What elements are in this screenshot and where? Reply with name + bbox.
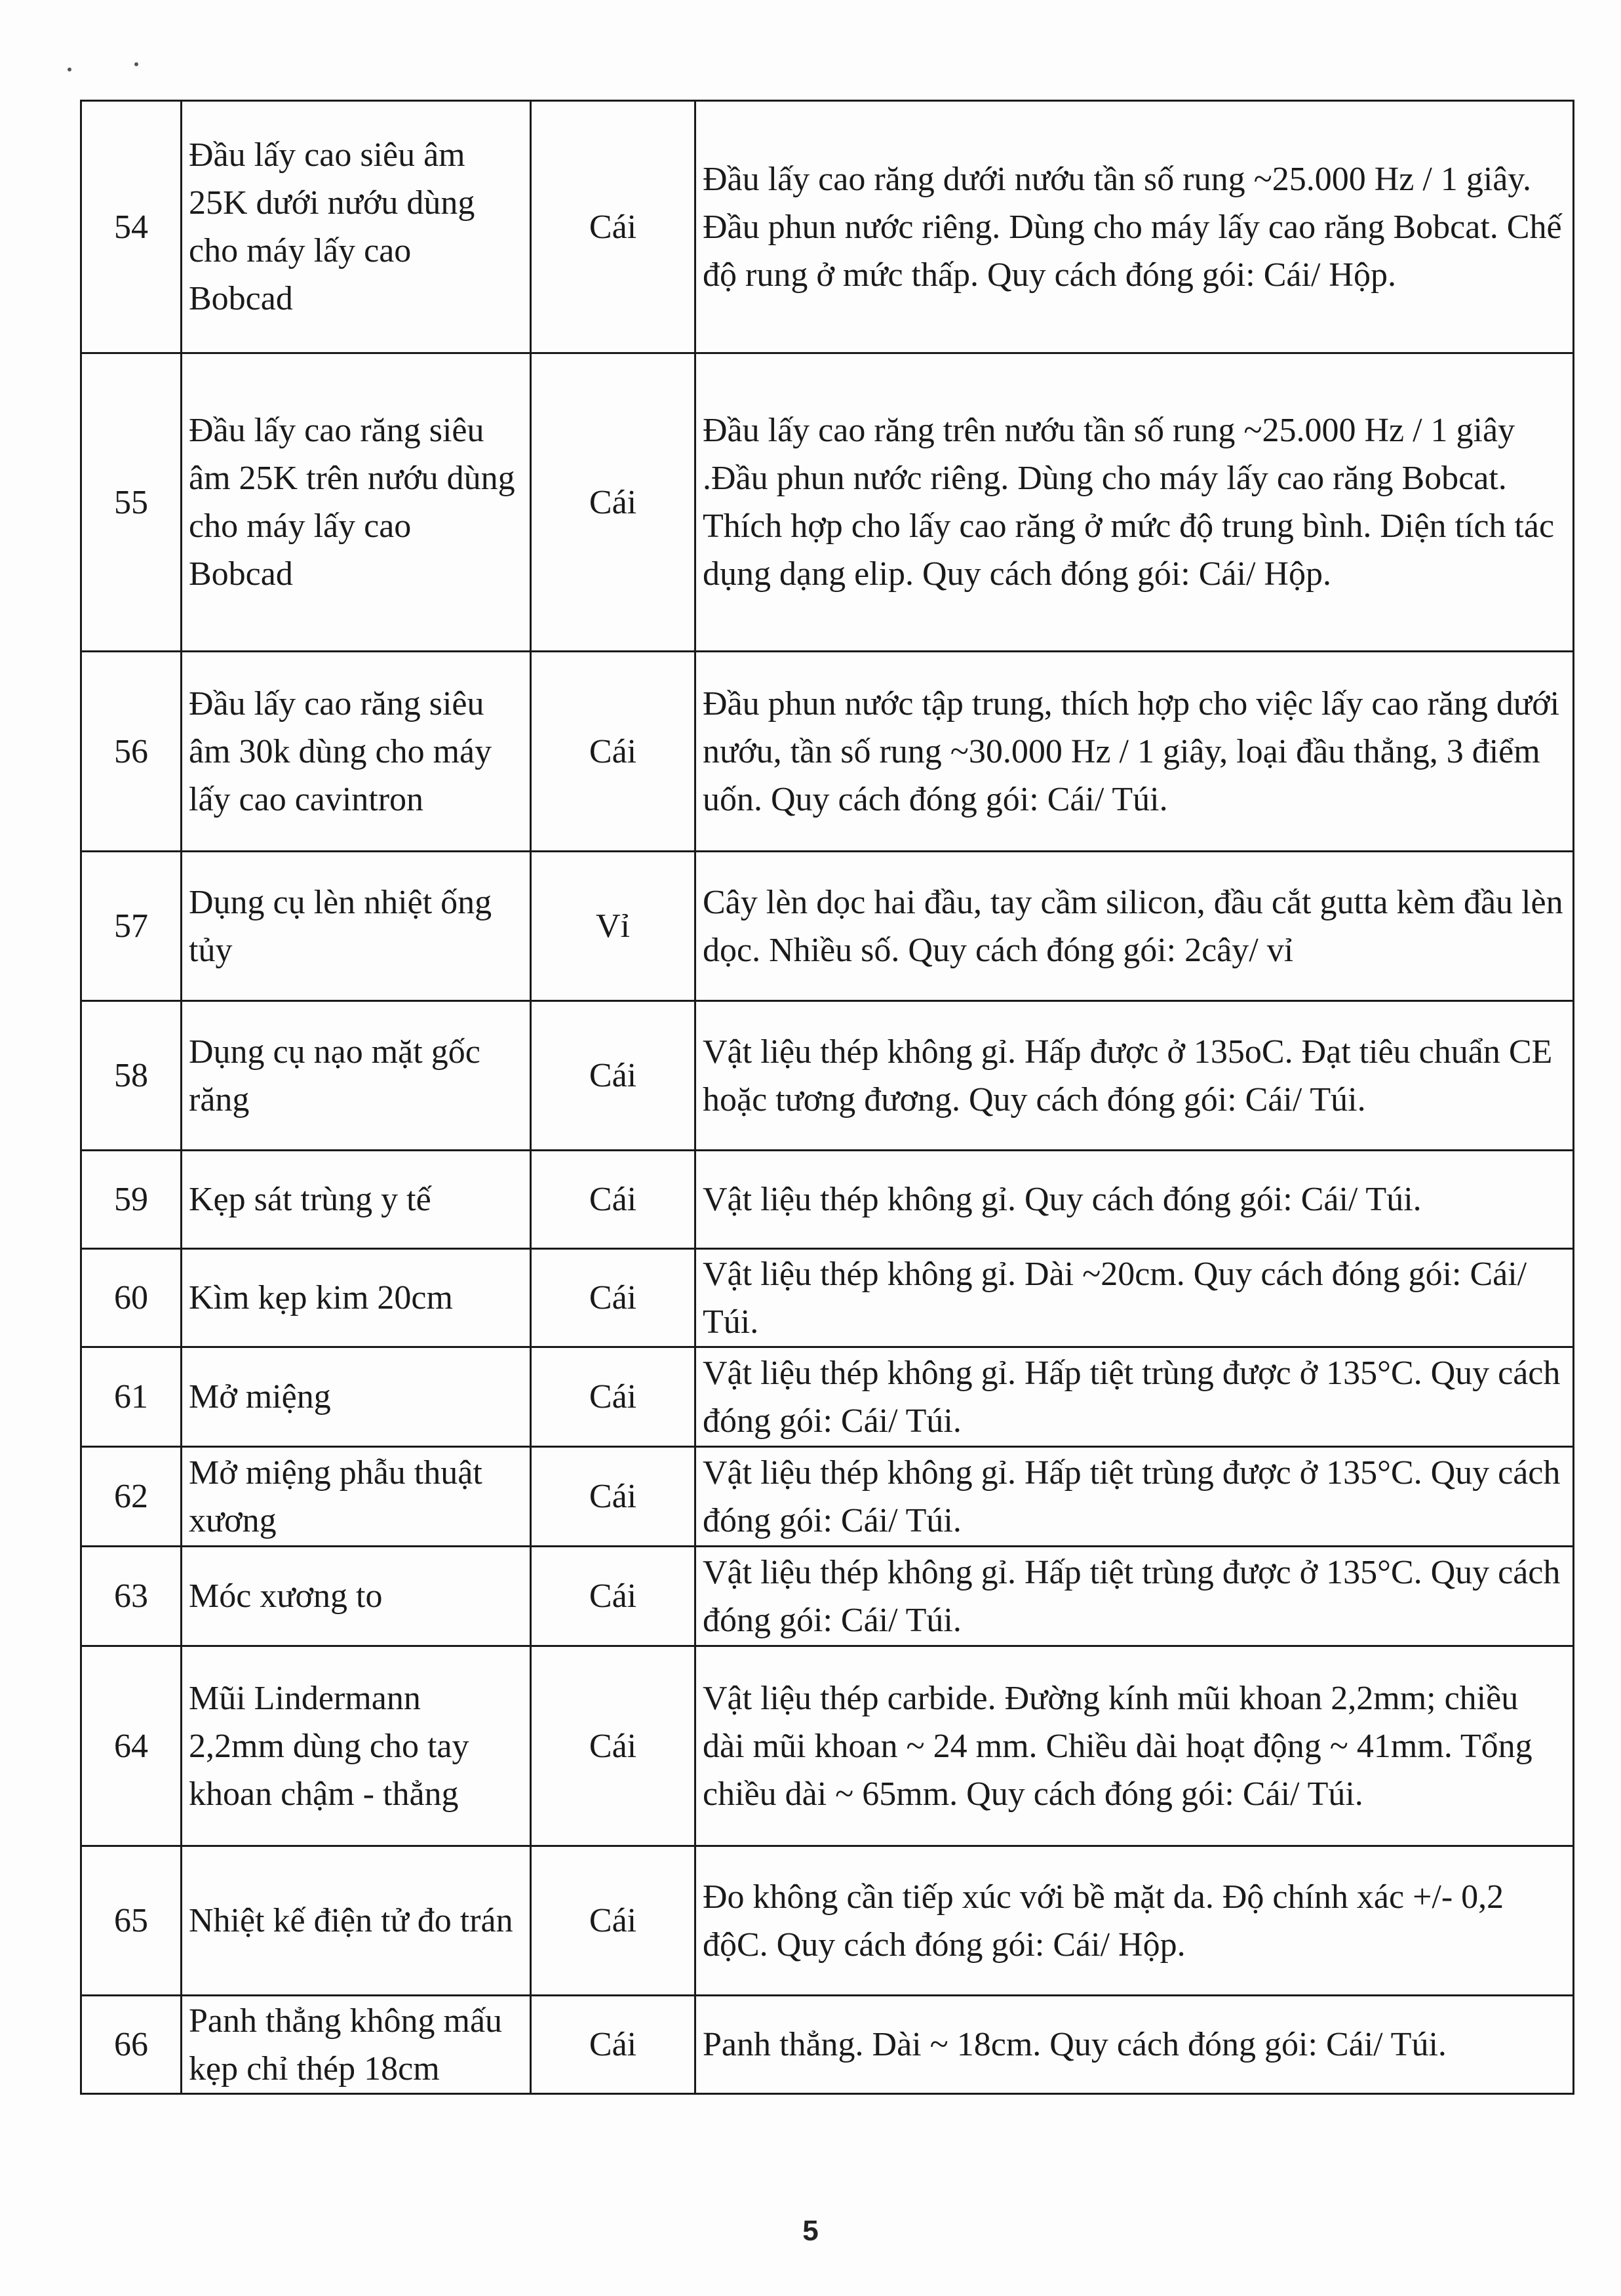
table-row — [81, 852, 1574, 1001]
item-name: Đầu lấy cao siêu âm 25K dưới nướu dùng cho máy lấy cao Bobcad — [182, 101, 531, 353]
item-unit: Cái — [531, 1846, 695, 1996]
page-number: 5 — [802, 2215, 819, 2247]
item-specification: Vật liệu thép carbide. Đường kính mũi khoan 2,2mm; chiều dài mũi khoan ~ 24 mm. Chiều dài hoạt động ~ 41mm. Tổng chiều dài ~ 65mm. Quy cách đóng gói: Cái/ Túi. — [695, 1646, 1574, 1846]
table-row — [81, 652, 1574, 852]
row-number: 62 — [81, 1447, 182, 1547]
table-row — [81, 101, 1574, 353]
row-number: 65 — [81, 1846, 182, 1996]
item-specification: Vật liệu thép không gỉ. Hấp được ở 135oC. Đạt tiêu chuẩn CE hoặc tương đương. Quy cách đóng gói: Cái/ Túi. — [695, 1001, 1574, 1151]
item-name: Đầu lấy cao răng siêu âm 25K trên nướu dùng cho máy lấy cao Bobcad — [182, 353, 531, 652]
row-number: 60 — [81, 1249, 182, 1347]
row-number: 56 — [81, 652, 182, 852]
item-unit: Cái — [531, 1996, 695, 2094]
item-unit: Cái — [531, 1001, 695, 1151]
item-specification: Đầu phun nước tập trung, thích hợp cho việc lấy cao răng dưới nướu, tần số rung ~30.000 Hz / 1 giây, loại đầu thẳng, 3 điểm uốn. Quy cách đóng gói: Cái/ Túi. — [695, 652, 1574, 852]
item-specification: Đầu lấy cao răng trên nướu tần số rung ~25.000 Hz / 1 giây .Đầu phun nước riêng. Dùng cho máy lấy cao răng Bobcat. Thích hợp cho lấy cao răng ở mức độ trung bình. Diện tích tác dụng dạng elip. Quy cách đóng gói: Cái/ Hộp. — [695, 353, 1574, 652]
item-specification: Vật liệu thép không gỉ. Hấp tiệt trùng được ở 135°C. Quy cách đóng gói: Cái/ Túi. — [695, 1347, 1574, 1447]
row-number: 58 — [81, 1001, 182, 1151]
row-number: 61 — [81, 1347, 182, 1447]
item-unit: Cái — [531, 1447, 695, 1547]
table-row — [81, 1547, 1574, 1646]
item-specification: Vật liệu thép không gỉ. Hấp tiệt trùng được ở 135°C. Quy cách đóng gói: Cái/ Túi. — [695, 1547, 1574, 1646]
item-unit: Cái — [531, 1646, 695, 1846]
item-unit: Cái — [531, 101, 695, 353]
item-unit: Cái — [531, 1347, 695, 1447]
table-row — [81, 353, 1574, 652]
table-row — [81, 1996, 1574, 2094]
row-number: 64 — [81, 1646, 182, 1846]
item-name: Kìm kẹp kim 20cm — [182, 1249, 531, 1347]
item-unit: Cái — [531, 1547, 695, 1646]
item-name: Móc xương to — [182, 1547, 531, 1646]
table-row — [81, 1249, 1574, 1347]
item-specification: Đo không cần tiếp xúc với bề mặt da. Độ chính xác +/- 0,2 độC. Quy cách đóng gói: Cái/ Hộp. — [695, 1846, 1574, 1996]
item-specification: Vật liệu thép không gỉ. Hấp tiệt trùng được ở 135°C. Quy cách đóng gói: Cái/ Túi. — [695, 1447, 1574, 1547]
item-name: Panh thẳng không mấu kẹp chỉ thép 18cm — [182, 1996, 531, 2094]
table-row — [81, 1347, 1574, 1447]
item-name: Mũi Lindermann 2,2mm dùng cho tay khoan chậm - thẳng — [182, 1646, 531, 1846]
item-unit: Cái — [531, 652, 695, 852]
item-name: Dụng cụ lèn nhiệt ống tủy — [182, 852, 531, 1001]
item-specification: Cây lèn dọc hai đầu, tay cầm silicon, đầu cắt gutta kèm đầu lèn dọc. Nhiều số. Quy cách đóng gói: 2cây/ vỉ — [695, 852, 1574, 1001]
table-row — [81, 1646, 1574, 1846]
item-unit: Cái — [531, 1249, 695, 1347]
item-specification: Đầu lấy cao răng dưới nướu tần số rung ~25.000 Hz / 1 giây. Đầu phun nước riêng. Dùng cho máy lấy cao răng Bobcat. Chế độ rung ở mức thấp. Quy cách đóng gói: Cái/ Hộp. — [695, 101, 1574, 353]
table-row — [81, 1447, 1574, 1547]
item-name: Đầu lấy cao răng siêu âm 30k dùng cho máy lấy cao cavintron — [182, 652, 531, 852]
row-number: 63 — [81, 1547, 182, 1646]
item-name: Nhiệt kế điện tử đo trán — [182, 1846, 531, 1996]
item-name: Mở miệng phẫu thuật xương — [182, 1447, 531, 1547]
item-unit: Vỉ — [531, 852, 695, 1001]
row-number: 54 — [81, 101, 182, 353]
item-name: Mở miệng — [182, 1347, 531, 1447]
item-unit: Cái — [531, 1151, 695, 1249]
scan-speck — [68, 68, 71, 71]
row-number: 66 — [81, 1996, 182, 2094]
item-name: Dụng cụ nạo mặt gốc răng — [182, 1001, 531, 1151]
scan-speck — [134, 62, 138, 66]
table-row — [81, 1001, 1574, 1151]
row-number: 55 — [81, 353, 182, 652]
item-specification: Vật liệu thép không gỉ. Quy cách đóng gói: Cái/ Túi. — [695, 1151, 1574, 1249]
row-number: 59 — [81, 1151, 182, 1249]
item-specification: Panh thẳng. Dài ~ 18cm. Quy cách đóng gói: Cái/ Túi. — [695, 1996, 1574, 2094]
table-row — [81, 1151, 1574, 1249]
row-number: 57 — [81, 852, 182, 1001]
table-row — [81, 1846, 1574, 1996]
item-unit: Cái — [531, 353, 695, 652]
item-name: Kẹp sát trùng y tế — [182, 1151, 531, 1249]
item-specification: Vật liệu thép không gỉ. Dài ~20cm. Quy cách đóng gói: Cái/ Túi. — [695, 1249, 1574, 1347]
equipment-table — [80, 100, 1574, 2095]
